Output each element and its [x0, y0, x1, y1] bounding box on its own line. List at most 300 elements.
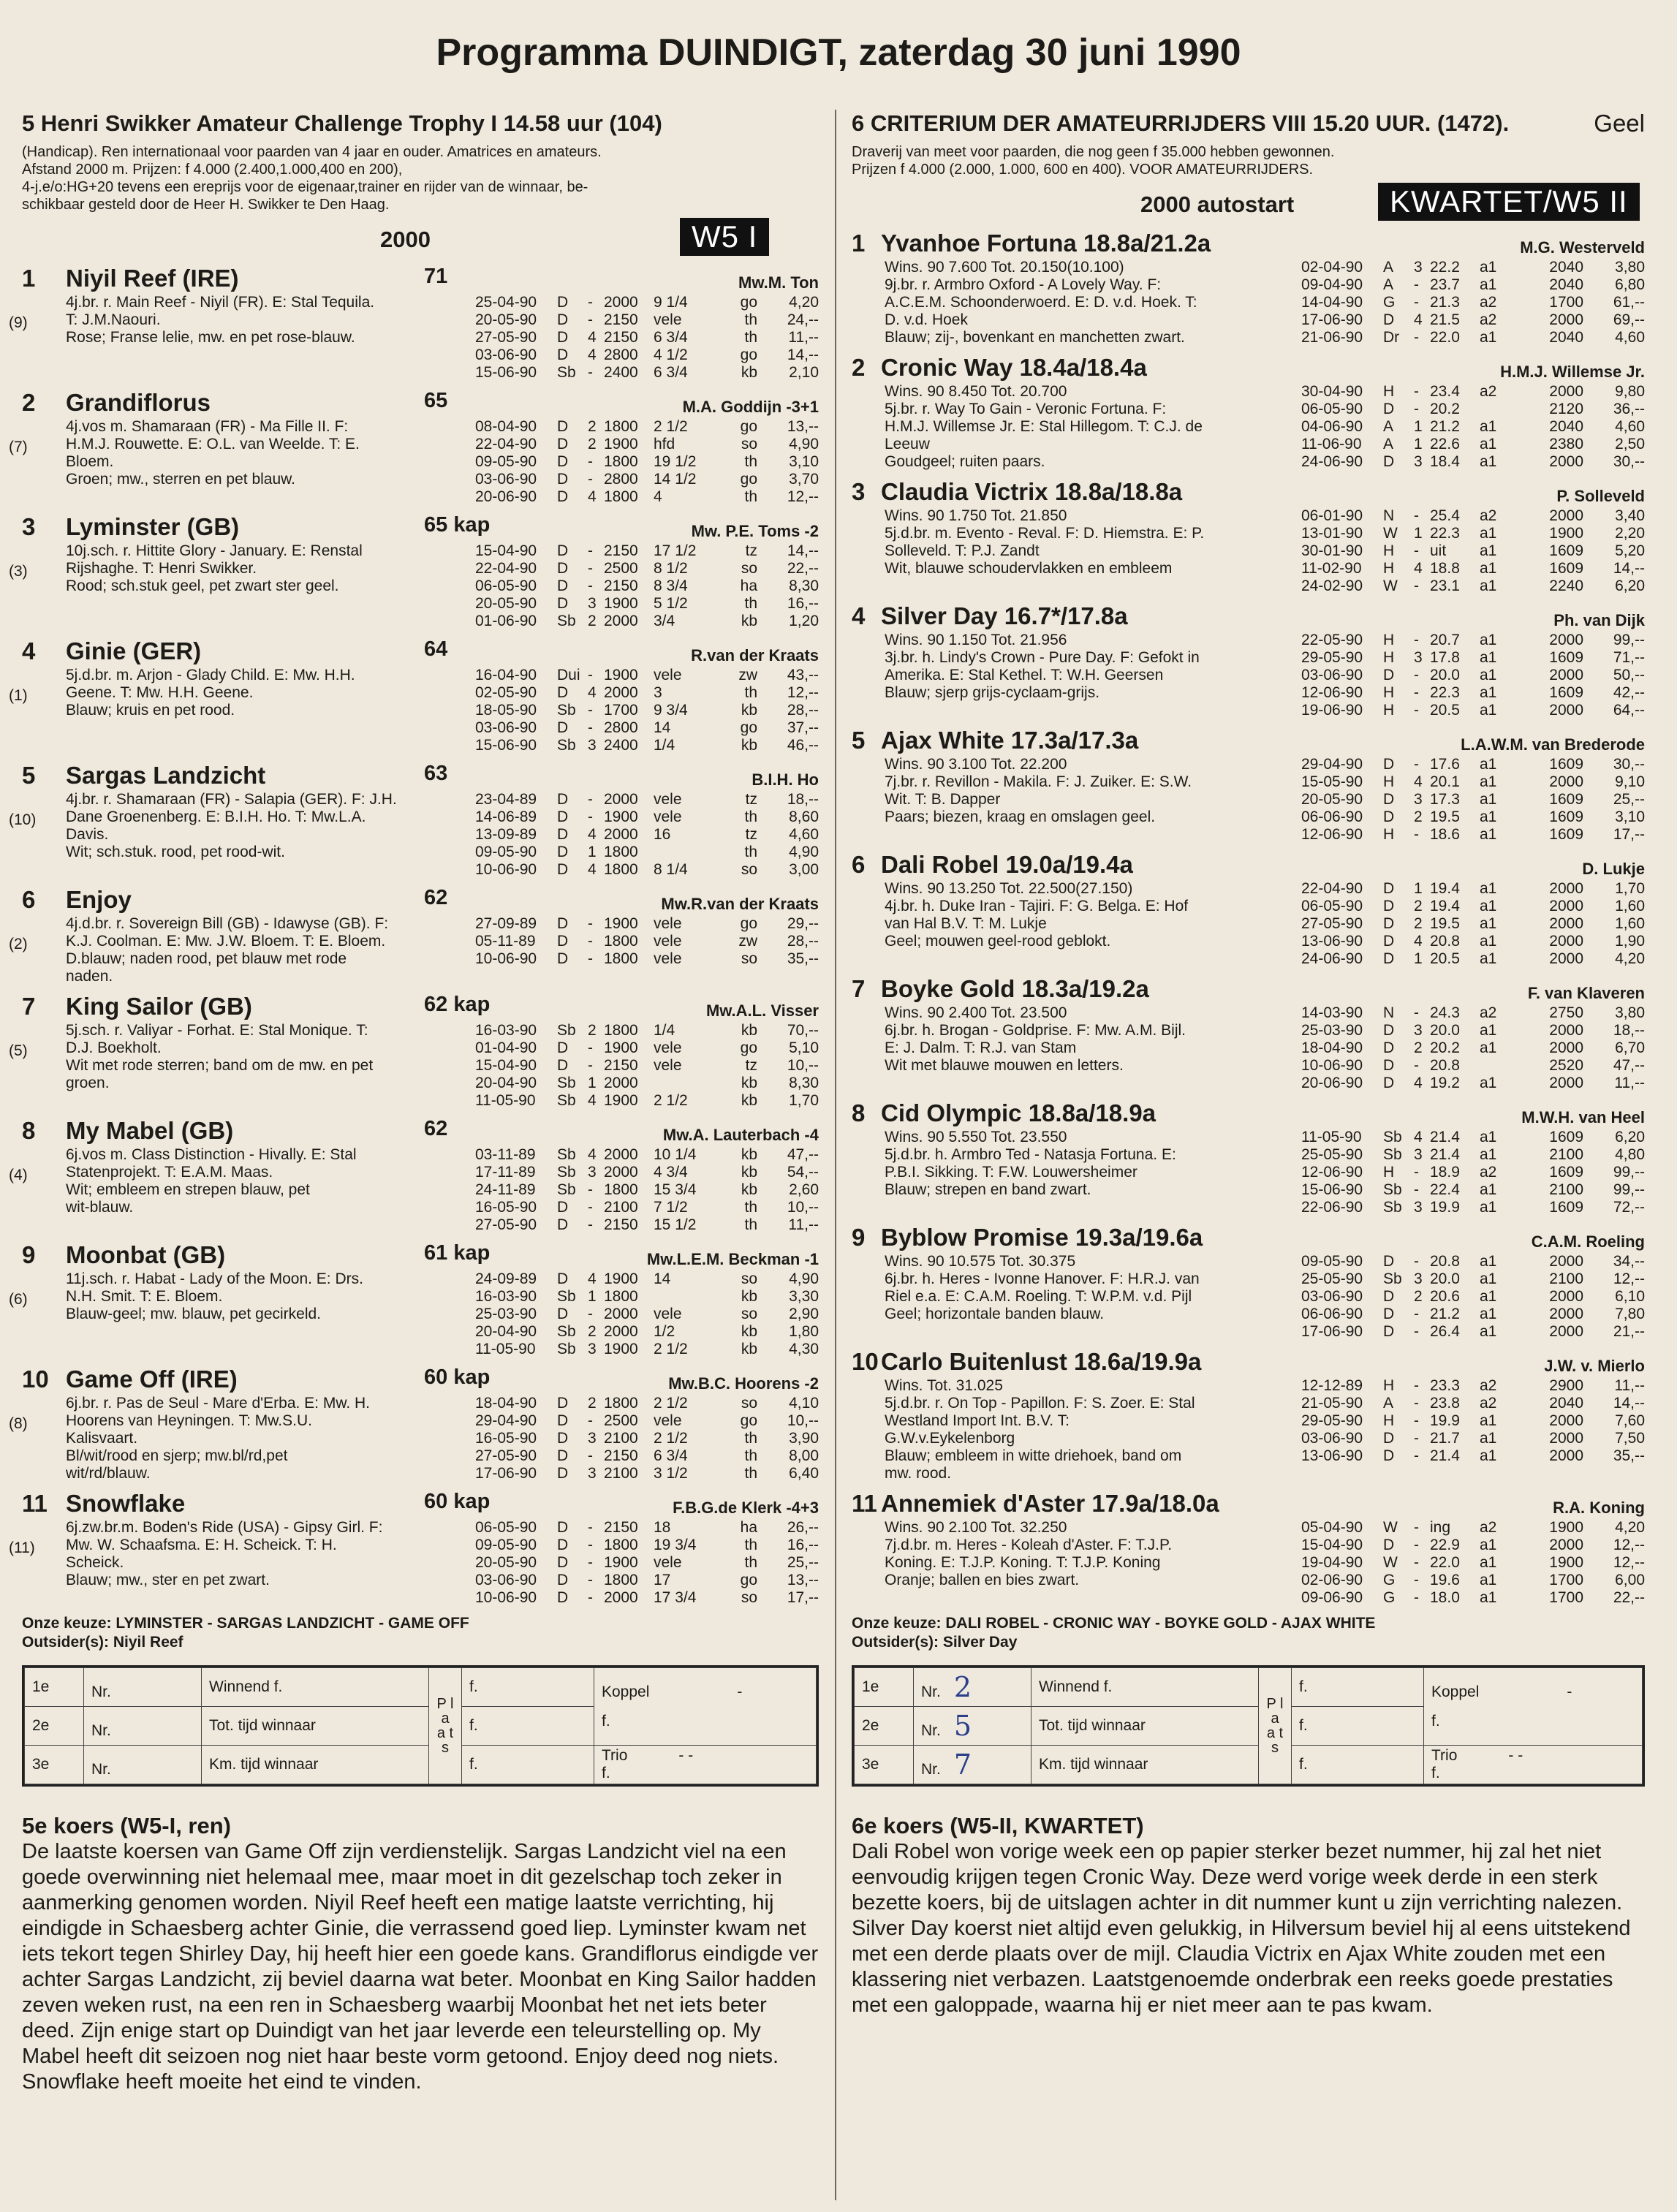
info-line: 9j.br. r. Armbro Oxford - A Lovely Way. F: — [885, 276, 1162, 293]
run-row — [475, 1589, 819, 1607]
run-field: a1 — [1480, 667, 1497, 683]
run-field: 2100 — [604, 1430, 638, 1447]
run-field: a1 — [1480, 649, 1497, 666]
run-field: 1900 — [604, 436, 638, 452]
run-row — [475, 560, 819, 577]
horse-entry — [852, 727, 1645, 846]
run-row — [1301, 1075, 1645, 1092]
info-line: Rijshaghe. T: Henri Swikker. — [66, 560, 257, 577]
run-field: 20.8 — [1430, 933, 1460, 950]
run-row — [1301, 436, 1645, 453]
run-row — [475, 719, 819, 737]
run-field: 2000 — [604, 1164, 638, 1181]
number-cell — [914, 1707, 1031, 1746]
run-field: 2120 — [1549, 401, 1583, 417]
run-field: 22,-- — [1613, 1589, 1645, 1606]
run-field: Sb — [557, 1288, 576, 1305]
run-field: H — [1383, 383, 1395, 400]
info-line: 4j.br. h. Duke Iran - Tajiri. F: G. Belga. E: Hof — [885, 898, 1189, 914]
bet-badge: W5 I — [680, 218, 769, 256]
horse-body — [9, 1146, 819, 1237]
run-field: 2 — [1414, 898, 1423, 914]
info-line: Wins. 90 2.100 Tot. 32.250 — [885, 1519, 1067, 1536]
run-field: 4 1/2 — [654, 346, 688, 363]
run-field: 1900 — [604, 915, 638, 932]
place-label: 1e — [25, 1668, 84, 1707]
run-field: 7 1/2 — [654, 1199, 688, 1216]
run-field: 20-05-90 — [475, 595, 537, 612]
run-field: 1,20 — [789, 613, 819, 629]
horse-name: Annemiek d'Aster 17.9a/18.0a — [881, 1490, 1219, 1517]
run-row — [1301, 826, 1645, 844]
info-line: groen. — [66, 1075, 110, 1091]
horse-body — [9, 1022, 819, 1113]
run-field: 12,-- — [787, 684, 819, 701]
run-field: 1800 — [604, 1288, 638, 1305]
info-line: Blauw; sjerp grijs-cyclaam-grijs. — [885, 684, 1100, 701]
run-field: 2100 — [1549, 1181, 1583, 1198]
run-field: a1 — [1480, 1075, 1497, 1091]
trio-text: Trio — [1431, 1747, 1458, 1764]
recent-runs — [475, 667, 819, 754]
run-field: 2000 — [1549, 311, 1583, 328]
race-6-conditions — [852, 143, 1645, 178]
run-field: 20.1 — [1430, 773, 1460, 790]
run-field: 2000 — [1549, 898, 1583, 914]
info-line: Davis. — [66, 826, 109, 843]
result-label: Tot. tijd winnaar — [202, 1707, 429, 1746]
run-field: 27-05-90 — [475, 1216, 537, 1233]
post-position: (5) — [9, 1042, 28, 1059]
run-field: th — [744, 311, 757, 328]
info-line: Blauw; kruis en pet rood. — [66, 702, 235, 719]
race-6-column — [852, 110, 1645, 2018]
run-field: 1,90 — [1615, 933, 1645, 950]
horse-number: 5 — [22, 762, 36, 789]
horse-info — [66, 1270, 475, 1323]
run-row — [1301, 898, 1645, 915]
jockey-name: R.van der Kraats — [691, 646, 819, 664]
run-row — [475, 1465, 819, 1482]
info-line: H.M.J. Rouwette. E: O.L. van Weelde. T: E. — [66, 436, 360, 452]
jockey-name: Mw.R.van der Kraats — [661, 895, 819, 913]
run-field: a1 — [1480, 756, 1497, 773]
run-field: D — [1383, 1323, 1395, 1340]
run-field: 1609 — [1549, 826, 1583, 843]
run-field: 15-06-90 — [475, 364, 537, 381]
run-row — [1301, 1323, 1645, 1341]
run-field: 9,10 — [1615, 773, 1645, 790]
run-field: 2 — [1414, 1288, 1423, 1305]
run-row — [475, 1323, 819, 1341]
run-field: 19.4 — [1430, 898, 1460, 914]
run-field: 1 — [1414, 950, 1423, 967]
run-field: 23.8 — [1430, 1395, 1460, 1412]
info-line: 5j.d.br. h. Armbro Ted - Natasja Fortuna. E: — [885, 1146, 1176, 1163]
horse-header — [22, 1366, 819, 1395]
info-line: Wit. T: B. Dapper — [885, 791, 1001, 808]
info-line: Westland Import Int. B.V. T: — [885, 1412, 1070, 1429]
run-field: 2150 — [604, 329, 638, 346]
run-field: 7,50 — [1615, 1430, 1645, 1447]
recent-runs — [1301, 632, 1645, 719]
run-field: 4,90 — [789, 436, 819, 452]
run-field: 8 3/4 — [654, 577, 688, 594]
run-field: D — [557, 1216, 569, 1233]
run-field: Sb — [557, 1181, 576, 1198]
run-field: 24-09-89 — [475, 1270, 537, 1287]
horse-name: My Mabel (GB) — [66, 1117, 234, 1144]
run-field: 4 — [1414, 311, 1423, 328]
run-field: 1800 — [604, 950, 638, 967]
run-field: 10-06-90 — [1301, 1057, 1363, 1074]
run-field: H — [1383, 542, 1395, 559]
run-row — [1301, 1164, 1645, 1181]
run-row — [475, 1519, 819, 1537]
condition-line: Afstand 2000 m. Prijzen: f 4.000 (2.400,1.000,400 en 200), — [22, 162, 403, 178]
run-field: - — [1414, 1589, 1419, 1606]
run-field: 21.5 — [1430, 311, 1460, 328]
run-field: Sb — [1383, 1146, 1402, 1163]
horse-header — [852, 975, 1645, 1004]
handwritten-number: 7 — [953, 1749, 972, 1781]
koppel-text: Koppel — [1431, 1683, 1480, 1700]
run-row — [475, 915, 819, 933]
run-field: a1 — [1480, 418, 1497, 435]
run-row — [1301, 756, 1645, 773]
handwritten-number: 5 — [953, 1710, 972, 1742]
run-field: a2 — [1480, 1004, 1497, 1021]
run-field: kb — [741, 1146, 757, 1163]
run-field: 3,00 — [789, 861, 819, 878]
run-field: th — [744, 1199, 757, 1216]
run-field: D — [1383, 898, 1395, 914]
run-field: 13-09-89 — [475, 826, 537, 843]
info-line: Wit; embleem en strepen blauw, pet — [66, 1181, 310, 1198]
run-field: 20.0 — [1430, 1270, 1460, 1287]
run-field: D — [1383, 1288, 1395, 1305]
horse-number: 4 — [22, 637, 36, 664]
result-grid — [22, 1665, 819, 1787]
run-field: Dr — [1383, 329, 1400, 346]
run-field: so — [741, 950, 757, 967]
run-field: kb — [741, 737, 757, 754]
run-field: H — [1383, 1412, 1395, 1429]
run-field: D — [1383, 1022, 1395, 1039]
trio-text: Trio — [602, 1747, 628, 1764]
run-field: D — [557, 1572, 569, 1588]
run-field: - — [1414, 401, 1419, 417]
run-field: 2000 — [1549, 773, 1583, 790]
run-field: - — [588, 667, 593, 683]
run-field: D — [557, 1306, 569, 1322]
run-field: 16,-- — [787, 595, 819, 612]
run-field: H — [1383, 649, 1395, 666]
horse-header — [22, 1490, 819, 1519]
run-field: so — [741, 1270, 757, 1287]
run-field: - — [588, 471, 593, 488]
horse-number: 10 — [22, 1366, 49, 1393]
run-field: 25-04-90 — [475, 294, 537, 311]
run-field: 4,10 — [789, 1395, 819, 1412]
run-field: 30,-- — [1613, 756, 1645, 773]
run-field: 1800 — [604, 933, 638, 950]
trio-amount: f. — [602, 1765, 610, 1781]
run-field: 22-04-90 — [475, 436, 537, 452]
run-field: N — [1383, 507, 1395, 524]
run-field: D — [557, 1589, 569, 1606]
run-field: 22.4 — [1430, 1181, 1460, 1198]
run-field: 10-06-90 — [475, 950, 537, 967]
horse-header — [852, 354, 1645, 383]
run-field: 2 — [588, 1323, 597, 1340]
nr-label: Nr. — [91, 1722, 111, 1739]
jockey-name: Ph. van Dijk — [1553, 611, 1645, 629]
info-line: Leeuw — [885, 436, 930, 452]
run-field: 3 — [1414, 791, 1423, 808]
run-row — [1301, 418, 1645, 436]
run-field: a2 — [1480, 1395, 1497, 1412]
run-field: 1800 — [604, 1572, 638, 1588]
run-field: 11-05-90 — [1301, 1129, 1362, 1145]
run-field: 6,80 — [1615, 276, 1645, 293]
jockey-name: F. van Klaveren — [1527, 984, 1645, 1002]
info-line: D.blauw; naden rood, pet blauw met rode — [66, 950, 347, 967]
run-row — [475, 418, 819, 436]
place-label: 2e — [855, 1707, 914, 1746]
run-field: 20.8 — [1430, 1253, 1460, 1270]
outsiders: Outsider(s): Silver Day — [852, 1634, 1018, 1651]
run-field: Sb — [1383, 1199, 1402, 1216]
run-row — [475, 1430, 819, 1447]
run-field: Sb — [557, 1075, 576, 1091]
run-field: 18,-- — [1613, 1022, 1645, 1039]
info-line: naden. — [66, 968, 113, 985]
run-row — [1301, 773, 1645, 791]
run-field: ha — [740, 577, 757, 594]
run-field: a2 — [1480, 383, 1497, 400]
run-field: - — [1414, 1253, 1419, 1270]
horse-name: Game Off (IRE) — [66, 1366, 238, 1393]
run-field: kb — [741, 702, 757, 719]
run-field: a1 — [1480, 1589, 1497, 1606]
run-row — [1301, 1306, 1645, 1323]
run-field: a1 — [1480, 632, 1497, 648]
run-field: - — [588, 808, 593, 825]
run-field: 4,60 — [1615, 329, 1645, 346]
run-field: 70,-- — [787, 1022, 819, 1039]
run-field: 10 1/4 — [654, 1146, 697, 1163]
run-field: 10,-- — [787, 1057, 819, 1074]
run-field: 22-04-90 — [1301, 880, 1363, 897]
run-field: 19.5 — [1430, 808, 1460, 825]
post-position: (4) — [9, 1167, 28, 1183]
run-field: 2,10 — [789, 364, 819, 381]
horse-entry — [852, 1490, 1645, 1610]
info-line: Blauw; embleem in witte driehoek, band om — [885, 1447, 1182, 1464]
run-field: 1 — [588, 1288, 597, 1305]
info-line: 11j.sch. r. Habat - Lady of the Moon. E: Drs. — [66, 1270, 363, 1287]
run-field: 06-05-90 — [1301, 401, 1363, 417]
run-field: 20-05-90 — [475, 311, 537, 328]
run-field: D — [1383, 1537, 1395, 1553]
run-field: 20.2 — [1430, 401, 1460, 417]
run-field: 1,60 — [1615, 898, 1645, 914]
run-row — [1301, 1022, 1645, 1039]
run-field: 6,10 — [1615, 1288, 1645, 1305]
horse-info — [885, 632, 1294, 702]
info-line: Statenprojekt. T: E.A.M. Maas. — [66, 1164, 273, 1181]
run-field: 19-06-90 — [1301, 702, 1363, 719]
run-field: Sb — [1383, 1181, 1402, 1198]
horse-info — [885, 383, 1294, 471]
run-field: - — [1414, 1323, 1419, 1340]
horse-name: King Sailor (GB) — [66, 993, 252, 1020]
run-field: 2000 — [1549, 1537, 1583, 1553]
run-field: 2 — [1414, 1039, 1423, 1056]
run-field: 17-06-90 — [1301, 1323, 1363, 1340]
run-field: - — [588, 950, 593, 967]
info-line: Oranje; ballen en bies zwart. — [885, 1572, 1080, 1588]
run-field: 27-05-90 — [1301, 915, 1363, 932]
info-line: 4j.br. r. Main Reef - Niyil (FR). E: Stal Tequila. — [66, 294, 375, 311]
run-field: D — [557, 1057, 569, 1074]
run-field: - — [588, 1306, 593, 1322]
run-field: ing — [1430, 1519, 1451, 1536]
run-row — [475, 595, 819, 613]
run-field: 1900 — [1549, 1519, 1583, 1536]
horse-number: 7 — [852, 975, 866, 1002]
run-field: go — [740, 294, 757, 311]
run-field: 13-06-90 — [1301, 1447, 1363, 1464]
run-field: 1900 — [1549, 525, 1583, 542]
run-row — [475, 613, 819, 630]
run-field: 4,80 — [1615, 1146, 1645, 1163]
recent-runs — [475, 1395, 819, 1482]
horse-header — [22, 265, 819, 294]
run-field: 22.6 — [1430, 436, 1460, 452]
run-field: 18.9 — [1430, 1164, 1460, 1181]
run-field: a1 — [1480, 1146, 1497, 1163]
page-title: Programma DUINDIGT, zaterdag 30 juni 1990 — [436, 31, 1241, 74]
run-row — [475, 1092, 819, 1110]
run-field: - — [1414, 684, 1419, 701]
run-field: 4 — [1414, 933, 1423, 950]
run-row — [475, 791, 819, 808]
run-field: 2000 — [604, 826, 638, 843]
run-row — [1301, 294, 1645, 311]
horse-body — [9, 1270, 819, 1361]
run-field: 2 — [588, 1395, 597, 1412]
recent-runs — [475, 1270, 819, 1358]
run-field: 1800 — [604, 844, 638, 860]
run-field: 2000 — [1549, 667, 1583, 683]
info-line: 5j.d.br. r. On Top - Papillon. F: S. Zoer. E: Stal — [885, 1395, 1195, 1412]
run-field: - — [1414, 1377, 1419, 1394]
run-field: vele — [654, 311, 682, 328]
horse-entry — [852, 1099, 1645, 1219]
horse-header — [852, 1490, 1645, 1519]
run-field: 03-11-89 — [475, 1146, 536, 1163]
run-field: 29,-- — [787, 915, 819, 932]
jockey-name: Mw.B.C. Hoorens -2 — [668, 1374, 819, 1393]
run-field: 2150 — [604, 577, 638, 594]
run-field: 1900 — [604, 1092, 638, 1109]
run-field: - — [588, 791, 593, 808]
run-field: 25-05-90 — [1301, 1146, 1363, 1163]
race-6-horse-list — [852, 230, 1645, 1610]
run-field: a1 — [1480, 1181, 1497, 1198]
run-field: 2000 — [1549, 915, 1583, 932]
run-field: 20.5 — [1430, 950, 1460, 967]
run-field: D — [1383, 808, 1395, 825]
info-line: Bloem. — [66, 453, 114, 470]
run-field: 29-04-90 — [1301, 756, 1363, 773]
run-field: D — [1383, 950, 1395, 967]
run-field: 3 — [588, 595, 597, 612]
run-field: W — [1383, 1554, 1398, 1571]
run-field: D — [557, 684, 569, 701]
run-field: 19.2 — [1430, 1075, 1460, 1091]
info-line: D.J. Boekholt. — [66, 1039, 162, 1056]
run-row — [475, 1270, 819, 1288]
run-field: 6,40 — [789, 1465, 819, 1482]
horse-entry — [852, 975, 1645, 1095]
run-field: 2,50 — [1615, 436, 1645, 452]
horse-name: Grandiflorus — [66, 389, 211, 416]
run-field: D — [557, 453, 569, 470]
run-row — [1301, 1447, 1645, 1465]
horse-body — [9, 294, 819, 385]
horse-entry — [9, 993, 819, 1113]
run-field: 03-06-90 — [475, 719, 537, 736]
run-field: 24-02-90 — [1301, 577, 1363, 594]
run-field: 14,-- — [787, 542, 819, 559]
horse-number: 6 — [852, 851, 866, 878]
run-field: 6,70 — [1615, 1039, 1645, 1056]
plaats-label: P l a a t s — [1259, 1668, 1292, 1784]
amount-cell: f. — [462, 1746, 594, 1784]
run-row — [475, 294, 819, 311]
trio-cell — [594, 1746, 817, 1784]
run-field: 21.4 — [1430, 1146, 1460, 1163]
post-position: (10) — [9, 811, 37, 828]
run-field: 2000 — [604, 1306, 638, 1322]
run-field: - — [588, 1519, 593, 1536]
run-field: hfd — [654, 436, 675, 452]
run-field: 5,10 — [789, 1039, 819, 1056]
info-line: N.H. Smit. T: E. Bloem. — [66, 1288, 223, 1305]
horse-info — [66, 791, 475, 861]
run-field: H — [1383, 632, 1395, 648]
run-field: go — [740, 915, 757, 932]
run-field: a1 — [1480, 915, 1497, 932]
run-field: D — [557, 418, 569, 435]
run-field: 2100 — [604, 1465, 638, 1482]
horse-header — [852, 727, 1645, 756]
run-field: 12,-- — [1613, 1554, 1645, 1571]
run-field: D — [557, 861, 569, 878]
result-label: Winnend f. — [1031, 1668, 1259, 1707]
run-field: 28,-- — [787, 702, 819, 719]
run-field: 25-03-90 — [475, 1306, 537, 1322]
run-field: 5 1/2 — [654, 595, 688, 612]
horse-info — [885, 880, 1294, 950]
info-line: 6j.zw.br.m. Boden's Ride (USA) - Gipsy Girl. F: — [66, 1519, 383, 1536]
run-field: A — [1383, 1395, 1394, 1412]
run-field: D — [557, 560, 569, 577]
horse-name: Sargas Landzicht — [66, 762, 266, 789]
